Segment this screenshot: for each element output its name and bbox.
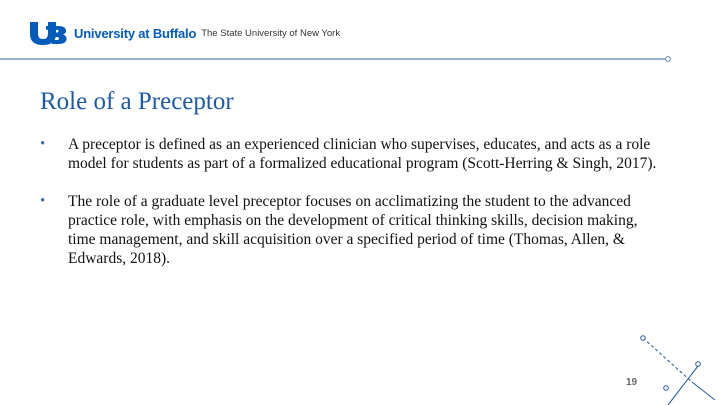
bullet-item	[40, 135, 660, 173]
bullet-text: The role of a graduate level preceptor focuses on acclimatizing the student to the advanced practice role, with emphasis on the development of critical thinking skills, decision making, time management, and skill acquisition over a specified period of time (Thomas, Allen, & Edwards, 2018).	[68, 193, 638, 267]
decorative-lines	[630, 330, 720, 405]
bullet-item	[40, 192, 660, 268]
bullet-list	[40, 135, 660, 287]
slide-title: Role of a Preceptor	[40, 88, 234, 115]
page-number: 19	[626, 377, 638, 388]
bullet-text: A preceptor is defined as an experienced clinician who supervises, educates, and acts as a role model for students as part of a formalized educational program (Scott-Herring & Singh, 2017).	[68, 136, 657, 172]
header-divider	[0, 56, 720, 62]
university-name: University at Buffalo	[74, 25, 197, 41]
bullet-marker: •	[40, 193, 46, 209]
bullet-marker: •	[40, 136, 46, 152]
ub-logo-icon	[28, 20, 68, 46]
university-subtitle: The State University of New York	[201, 27, 341, 39]
university-logo	[28, 20, 340, 46]
